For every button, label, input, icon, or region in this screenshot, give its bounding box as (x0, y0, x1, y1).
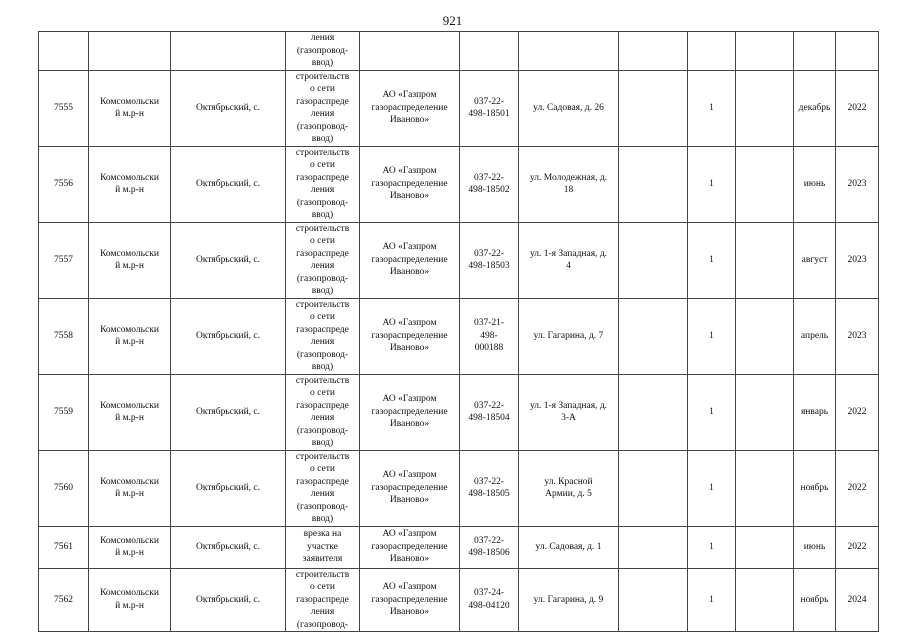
work-line: ввод) (311, 438, 334, 448)
org-line: АО «Газпром (382, 318, 437, 329)
cell-empty (688, 32, 736, 71)
org-line: АО «Газпром (382, 166, 437, 177)
cell-year: 2024 (836, 568, 879, 632)
address-line: 18 (563, 185, 574, 195)
cell-application-id (460, 298, 519, 374)
cell-empty (519, 32, 619, 71)
org-line: АО «Газпром (382, 90, 437, 101)
address-line: ул. 1-я Западная, д. (529, 400, 608, 411)
cell-work-type (286, 526, 360, 568)
district-line: й м.р-н (115, 337, 144, 347)
cell-quantity: 1 (688, 450, 736, 526)
work-line: о сети (310, 388, 335, 398)
cell-quantity: 1 (688, 222, 736, 298)
cell-application-id (460, 222, 519, 298)
table-row (39, 568, 879, 632)
data-table (38, 31, 879, 632)
cell-empty (736, 450, 794, 526)
address-line: ул. Садовая, д. 26 (533, 102, 604, 113)
org-line: Иваново» (389, 607, 430, 617)
cell-year: 2022 (836, 374, 879, 450)
org-line: Иваново» (389, 343, 430, 354)
cell-row-number: 7562 (39, 568, 89, 632)
work-line: строительств (295, 299, 350, 310)
work-line: строительств (295, 451, 350, 462)
work-line: о сети (310, 84, 335, 94)
cell-application-id (460, 374, 519, 450)
cell-work-type (286, 298, 360, 374)
table-row (39, 298, 879, 374)
cell-row-number: 7556 (39, 146, 89, 222)
cell-month: ноябрь (794, 450, 836, 526)
cell-district (89, 450, 171, 526)
work-line: заявителя (302, 554, 343, 565)
work-line: о сети (310, 464, 335, 474)
table-row (39, 374, 879, 450)
cell-work-type (286, 374, 360, 450)
cell-district (89, 70, 171, 146)
cell-work-type (286, 222, 360, 298)
id-line: 498-18506 (468, 548, 510, 558)
org-line: АО «Газпром (382, 394, 437, 405)
work-line: газораспреде (296, 172, 349, 183)
work-line: строительств (295, 375, 350, 386)
id-line: 498-18501 (468, 109, 510, 119)
cell-row-number: 7558 (39, 298, 89, 374)
work-line: (газопровод- (296, 619, 349, 630)
work-line: строительств (295, 71, 350, 82)
address-line: 3-А (561, 413, 576, 423)
id-line: 498-04120 (468, 600, 510, 611)
cell-empty (360, 32, 460, 71)
work-line: (газопровод- (296, 501, 349, 512)
org-line: Иваново» (389, 495, 430, 506)
cell-month: декабрь (794, 70, 836, 146)
district-line: Комсомольски (100, 400, 159, 411)
cell-empty (736, 374, 794, 450)
cell-year: 2023 (836, 298, 879, 374)
org-line: газораспределение (371, 178, 448, 189)
org-line: газораспределение (371, 594, 448, 605)
id-line: 037-22- (473, 400, 505, 411)
id-line: 037-22- (473, 476, 505, 487)
cell-application-id (460, 146, 519, 222)
cell-empty (736, 70, 794, 146)
cell-row-number: 7561 (39, 526, 89, 568)
table-row (39, 222, 879, 298)
address-line: Армии, д. 5 (545, 489, 592, 499)
district-line: й м.р-н (115, 600, 144, 611)
work-line: врезка на (303, 529, 342, 540)
cell-empty (39, 32, 89, 71)
cell-quantity: 1 (688, 298, 736, 374)
work-line: ввод) (311, 514, 334, 524)
cell-month: июнь (794, 526, 836, 568)
work-line: ввод) (311, 286, 334, 296)
cell-address (519, 568, 619, 632)
cell-application-id (460, 568, 519, 632)
cell-district (89, 374, 171, 450)
district-line: й м.р-н (115, 489, 144, 499)
id-line: 037-22- (473, 535, 505, 546)
cell-quantity: 1 (688, 374, 736, 450)
cell-month: январь (794, 374, 836, 450)
work-line: ления (310, 109, 335, 119)
address-line: ул. Садовая, д. 1 (535, 541, 602, 552)
work-line: строительств (295, 569, 350, 580)
address-line: ул. Гагарина, д. 9 (533, 594, 604, 605)
work-line: ввод) (311, 58, 334, 68)
address-line: ул. Красной (544, 476, 593, 487)
district-line: Комсомольски (100, 96, 159, 107)
cell-quantity: 1 (688, 526, 736, 568)
district-line: й м.р-н (115, 185, 144, 195)
cell-empty (736, 298, 794, 374)
org-line: газораспределение (371, 102, 448, 113)
cell-year: 2023 (836, 222, 879, 298)
work-line: газораспреде (296, 400, 349, 411)
cell-row-number: 7557 (39, 222, 89, 298)
cell-empty (736, 222, 794, 298)
work-line: (газопровод- (296, 45, 349, 56)
cell-row-number: 7560 (39, 450, 89, 526)
cell-district (89, 146, 171, 222)
district-line: Комсомольски (100, 172, 159, 183)
work-line: газораспреде (296, 248, 349, 259)
cell-quantity: 1 (688, 146, 736, 222)
cell-month: апрель (794, 298, 836, 374)
cell-address (519, 70, 619, 146)
work-line: ввод) (311, 362, 334, 372)
work-line: (газопровод- (296, 349, 349, 360)
id-line: 037-24- (473, 588, 505, 599)
id-line: 498-18502 (468, 185, 510, 195)
address-line: 4 (566, 261, 571, 271)
cell-empty (619, 146, 688, 222)
work-line: газораспреде (296, 96, 349, 107)
cell-empty (736, 526, 794, 568)
cell-row-number: 7559 (39, 374, 89, 450)
cell-year: 2022 (836, 450, 879, 526)
cell-address (519, 450, 619, 526)
cell-organization (360, 146, 460, 222)
cell-organization (360, 222, 460, 298)
district-line: й м.р-н (115, 413, 144, 423)
cell-address (519, 146, 619, 222)
work-line: участке (307, 541, 338, 552)
cell-address (519, 374, 619, 450)
cell-empty (619, 222, 688, 298)
work-line: газораспреде (296, 594, 349, 605)
org-line: газораспределение (371, 330, 448, 341)
cell-work-type (286, 70, 360, 146)
cell-locality: Октябрьский, с. (171, 374, 286, 450)
id-line: 498- (480, 330, 498, 341)
cell-empty (171, 32, 286, 71)
cell-month: ноябрь (794, 568, 836, 632)
work-line: о сети (310, 582, 335, 592)
cell-empty (619, 374, 688, 450)
cell-empty (619, 70, 688, 146)
cell-application-id (460, 70, 519, 146)
cell-empty (794, 32, 836, 71)
work-line: (газопровод- (296, 121, 349, 132)
work-line: ления (310, 33, 335, 43)
cell-month: июнь (794, 146, 836, 222)
org-line: Иваново» (389, 267, 430, 278)
work-line: (газопровод- (296, 197, 349, 208)
work-line: строительств (295, 223, 350, 234)
work-line: о сети (310, 236, 335, 246)
cell-locality: Октябрьский, с. (171, 450, 286, 526)
cell-organization (360, 450, 460, 526)
table-row (39, 146, 879, 222)
cell-locality: Октябрьский, с. (171, 526, 286, 568)
work-line: ления (310, 607, 335, 617)
work-line: газораспреде (296, 476, 349, 487)
cell-district (89, 298, 171, 374)
work-line: газораспреде (296, 324, 349, 335)
cell-work-type (286, 146, 360, 222)
org-line: АО «Газпром (382, 582, 437, 592)
cell-work-type (286, 450, 360, 526)
cell-organization (360, 298, 460, 374)
cell-empty (460, 32, 519, 71)
table-row (39, 70, 879, 146)
work-line: о сети (310, 160, 335, 170)
work-line: ления (310, 261, 335, 271)
org-line: газораспределение (371, 482, 448, 493)
cell-organization (360, 374, 460, 450)
id-line: 000188 (474, 343, 504, 354)
org-line: Иваново» (389, 419, 430, 430)
org-line: АО «Газпром (382, 529, 437, 540)
id-line: 037-22- (473, 96, 505, 107)
cell-locality: Октябрьский, с. (171, 70, 286, 146)
work-line: (газопровод- (296, 273, 349, 284)
district-line: Комсомольски (100, 535, 159, 546)
id-line: 037-21- (473, 318, 505, 329)
cell-empty (619, 32, 688, 71)
district-line: Комсомольски (100, 588, 159, 599)
cell-address (519, 298, 619, 374)
cell-empty (619, 298, 688, 374)
cell-locality: Октябрьский, с. (171, 568, 286, 632)
table-row-fragment (39, 32, 879, 71)
cell-month: август (794, 222, 836, 298)
work-line: ления (310, 413, 335, 423)
cell-work-type (286, 568, 360, 632)
org-line: газораспределение (371, 406, 448, 417)
district-line: Комсомольски (100, 476, 159, 487)
id-line: 498-18505 (468, 489, 510, 499)
id-line: 037-22- (473, 172, 505, 183)
org-line: АО «Газпром (382, 242, 437, 253)
address-line: ул. Гагарина, д. 7 (533, 330, 604, 341)
address-line: ул. 1-я Западная, д. (529, 248, 608, 259)
org-line: газораспределение (371, 254, 448, 265)
district-line: й м.р-н (115, 109, 144, 119)
work-line: ления (310, 489, 335, 499)
cell-quantity: 1 (688, 568, 736, 632)
table-row (39, 450, 879, 526)
work-line: ввод) (311, 210, 334, 220)
cell-year: 2022 (836, 70, 879, 146)
cell-application-id (460, 526, 519, 568)
org-line: Иваново» (389, 554, 430, 565)
work-line: о сети (310, 312, 335, 322)
cell-locality: Октябрьский, с. (171, 146, 286, 222)
cell-organization (360, 568, 460, 632)
district-line: Комсомольски (100, 324, 159, 335)
cell-empty (619, 526, 688, 568)
cell-year: 2022 (836, 526, 879, 568)
cell-quantity: 1 (688, 70, 736, 146)
work-line: строительств (295, 147, 350, 158)
cell-work-type (286, 32, 360, 71)
work-line: ления (310, 185, 335, 195)
cell-empty (736, 32, 794, 71)
cell-empty (89, 32, 171, 71)
id-line: 037-22- (473, 248, 505, 259)
id-line: 498-18504 (468, 413, 510, 423)
cell-empty (836, 32, 879, 71)
work-line: ввод) (311, 134, 334, 144)
cell-district (89, 568, 171, 632)
org-line: газораспределение (371, 541, 448, 552)
work-line: (газопровод- (296, 425, 349, 436)
cell-locality: Октябрьский, с. (171, 298, 286, 374)
cell-locality: Октябрьский, с. (171, 222, 286, 298)
cell-empty (619, 450, 688, 526)
work-line: ления (310, 337, 335, 347)
district-line: й м.р-н (115, 548, 144, 558)
cell-application-id (460, 450, 519, 526)
cell-empty (736, 146, 794, 222)
cell-address (519, 526, 619, 568)
cell-address (519, 222, 619, 298)
org-line: Иваново» (389, 115, 430, 126)
org-line: АО «Газпром (382, 470, 437, 481)
org-line: Иваново» (389, 191, 430, 202)
district-line: Комсомольски (100, 248, 159, 259)
cell-empty (736, 568, 794, 632)
page-number: 921 (442, 13, 463, 28)
cell-organization (360, 526, 460, 568)
table-row (39, 526, 879, 568)
address-line: ул. Молодежная, д. (529, 172, 608, 183)
cell-row-number: 7555 (39, 70, 89, 146)
district-line: й м.р-н (115, 261, 144, 271)
cell-district (89, 222, 171, 298)
id-line: 498-18503 (468, 261, 510, 271)
cell-organization (360, 70, 460, 146)
cell-district (89, 526, 171, 568)
cell-year: 2023 (836, 146, 879, 222)
cell-empty (619, 568, 688, 632)
